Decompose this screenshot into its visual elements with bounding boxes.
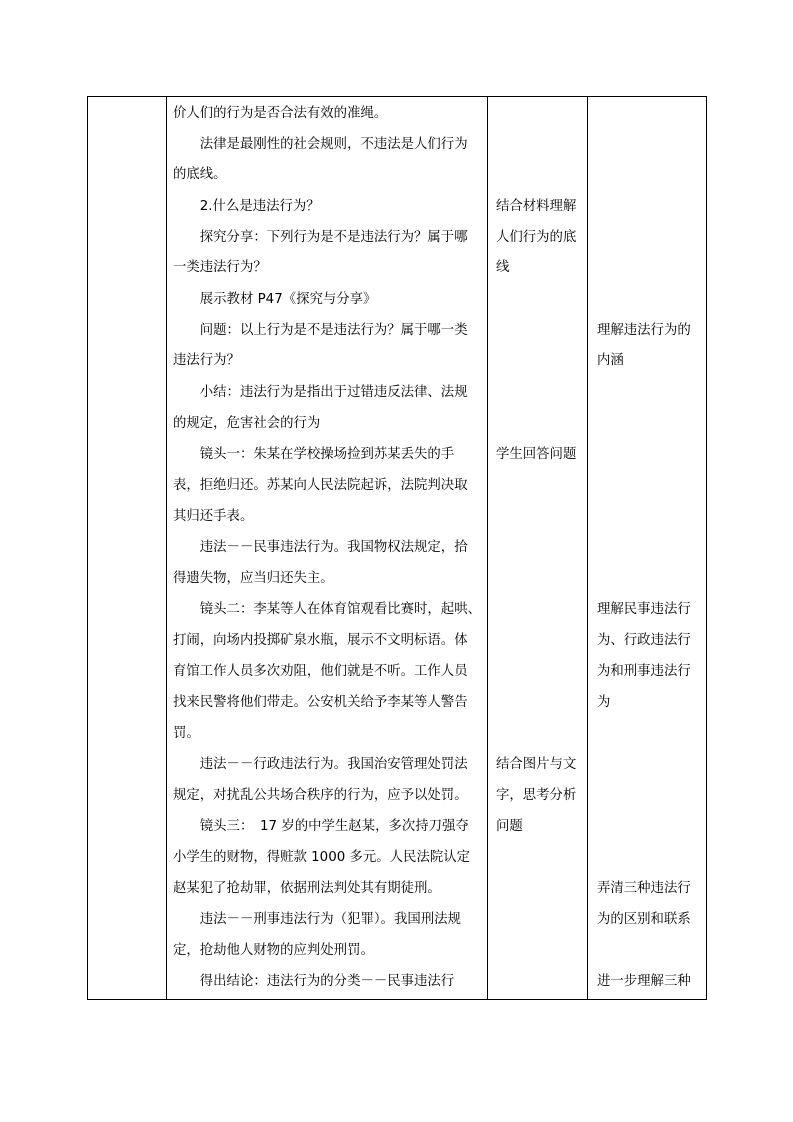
intent-line: 为、行政违法行 (597, 633, 691, 648)
activity-line: 结合材料理解 (496, 199, 577, 214)
content-line: 小学生的财物，得赃款 1000 多元。人民法院认定 (173, 850, 471, 865)
column-divider (166, 97, 167, 999)
intent-line: 为 (597, 695, 611, 710)
content-line: 罚。 (173, 726, 200, 741)
design-intent-column (589, 97, 705, 999)
content-line: 小结：违法行为是指出于过错违反法律、法规 (173, 385, 468, 400)
content-line: 赵某犯了抢劫罪，依据刑法判处其有期徒刑。 (173, 881, 441, 896)
content-line: 得出结论：违法行为的分类－－民事违法行 (173, 974, 455, 989)
intent-line: 为的区别和联系 (597, 912, 691, 927)
content-line: 展示教材 P47《探究与分享》 (173, 292, 377, 307)
column-divider (587, 97, 588, 999)
content-line: 法律是最刚性的社会规则，不违法是人们行为 (173, 137, 468, 152)
content-line: 的规定，危害社会的行为 (173, 416, 321, 431)
intent-line: 内涵 (597, 353, 624, 368)
activity-line: 字，思考分析 (496, 788, 577, 803)
content-line: 镜头三： 17 岁的中学生赵某，多次持刀强夺 (173, 819, 469, 834)
content-line: 违法行为？ (173, 353, 240, 368)
lesson-plan-table (87, 96, 707, 1000)
content-line: 其归还手表。 (173, 509, 254, 524)
intent-line: 理解违法行为的 (597, 323, 691, 338)
content-line: 规定，对扰乱公共场合秩序的行为，应予以处罚。 (173, 788, 468, 803)
teaching-content-column (168, 97, 486, 999)
content-line: 找来民警将他们带走。公安机关给予李某等人警告 (173, 695, 468, 710)
content-line: 价人们的行为是否合法有效的准绳。 (173, 106, 388, 121)
activity-line: 结合图片与文 (496, 757, 577, 772)
intent-line: 理解民事违法行 (597, 602, 691, 617)
content-line: 一类违法行为？ (173, 260, 267, 275)
content-line: 镜头二：李某等人在体育馆观看比赛时，起哄、 (173, 602, 481, 617)
content-line: 问题：以上行为是不是违法行为？属于哪一类 (173, 323, 468, 338)
content-line: 表，拒绝归还。苏某向人民法院起诉，法院判决取 (173, 478, 468, 493)
intent-line: 弄清三种违法行 (597, 881, 691, 896)
content-line: 镜头一：朱某在学校操场捡到苏某丢失的手 (173, 447, 455, 462)
content-line: 探究分享：下列行为是不是违法行为？属于哪 (173, 230, 468, 245)
content-line: 违法－－民事违法行为。我国物权法规定，拾 (173, 540, 468, 555)
content-line: 违法－－行政违法行为。我国治安管理处罚法 (173, 757, 468, 772)
empty-column (88, 97, 166, 999)
content-line: 打闹，向场内投掷矿泉水瓶，展示不文明标语。体 (173, 633, 468, 648)
content-line: 定，抢劫他人财物的应判处刑罚。 (173, 943, 374, 958)
content-line: 得遗失物，应当归还失主。 (173, 571, 334, 586)
content-line: 2.什么是违法行为？ (173, 199, 320, 214)
activity-line: 人们行为的底 (496, 230, 577, 245)
content-line: 的底线。 (173, 167, 227, 182)
intent-line: 为和刑事违法行 (597, 664, 691, 679)
content-line: 违法－－刑事违法行为（犯罪）。我国刑法规 (173, 912, 461, 927)
student-activity-column (488, 97, 586, 999)
activity-line: 线 (496, 260, 510, 275)
intent-line: 进一步理解三种 (597, 974, 691, 989)
activity-line: 学生回答问题 (496, 447, 577, 462)
activity-line: 问题 (496, 819, 523, 834)
content-line: 育馆工作人员多次劝阻，他们就是不听。工作人员 (173, 664, 468, 679)
